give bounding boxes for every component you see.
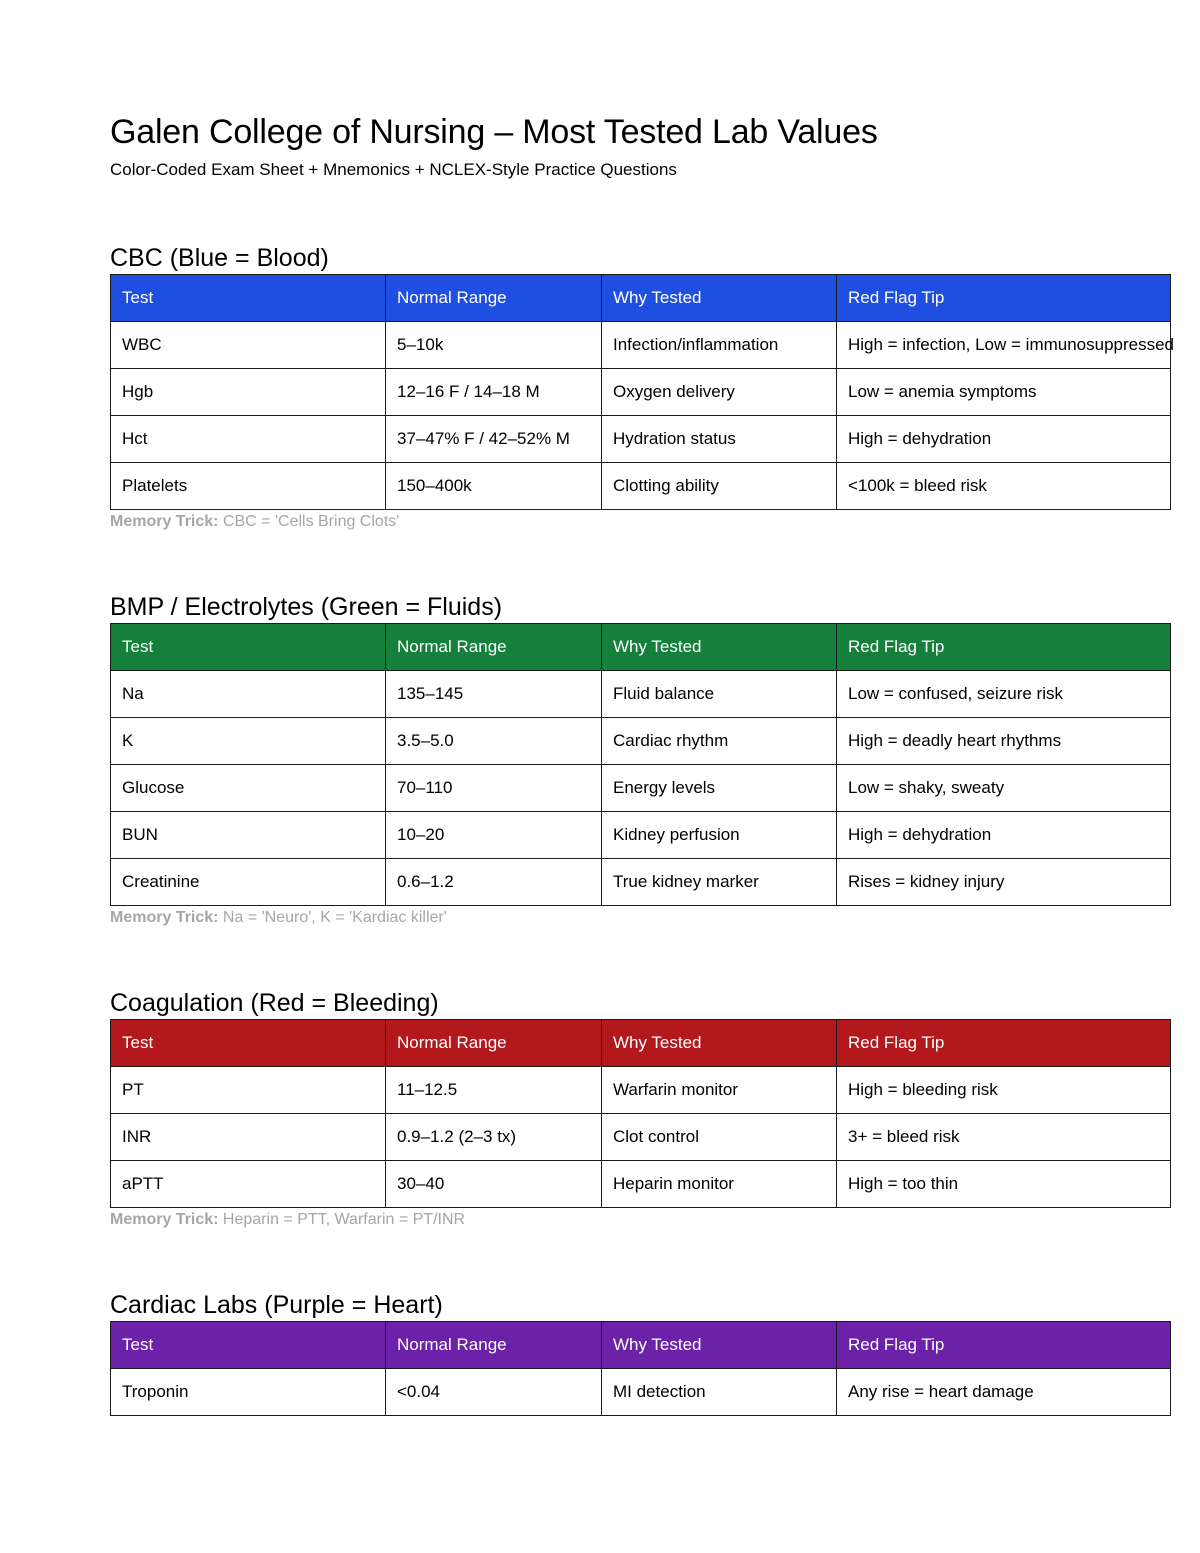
column-header-why-tested: Why Tested <box>602 1020 837 1067</box>
table-header-row <box>111 275 1171 322</box>
cell-red-flag-tip: High = infection, Low = immunosuppressed <box>837 322 1171 369</box>
page-title: Galen College of Nursing – Most Tested Lab Values <box>110 113 878 151</box>
table-row <box>111 1067 1171 1114</box>
cell-red-flag-tip: High = dehydration <box>837 812 1171 859</box>
cell-normal-range: 3.5–5.0 <box>386 718 602 765</box>
cell-why-tested: Hydration status <box>602 416 837 463</box>
cell-test: Glucose <box>111 765 386 812</box>
cell-test: PT <box>111 1067 386 1114</box>
memory-trick <box>110 1209 1170 1231</box>
column-header-normal-range: Normal Range <box>386 1322 602 1369</box>
table-row <box>111 463 1171 510</box>
cell-why-tested: Infection/inflammation <box>602 322 837 369</box>
cell-why-tested: Energy levels <box>602 765 837 812</box>
cell-normal-range: 150–400k <box>386 463 602 510</box>
memory-trick-label: Memory Trick: <box>110 1211 219 1228</box>
cell-why-tested: Clotting ability <box>602 463 837 510</box>
column-header-test: Test <box>111 1322 386 1369</box>
cell-normal-range: 30–40 <box>386 1161 602 1208</box>
cell-why-tested: True kidney marker <box>602 859 837 906</box>
section-heading: Cardiac Labs (Purple = Heart) <box>110 1291 443 1319</box>
cell-normal-range: 10–20 <box>386 812 602 859</box>
table-row <box>111 1161 1171 1208</box>
bmp-table <box>110 623 1171 906</box>
cardiac-table <box>110 1321 1171 1416</box>
table-row <box>111 718 1171 765</box>
memory-trick <box>110 907 1170 929</box>
column-header-normal-range: Normal Range <box>386 1020 602 1067</box>
cell-normal-range: 135–145 <box>386 671 602 718</box>
cell-red-flag-tip: High = too thin <box>837 1161 1171 1208</box>
column-header-normal-range: Normal Range <box>386 624 602 671</box>
cell-why-tested: Warfarin monitor <box>602 1067 837 1114</box>
cell-red-flag-tip: Low = confused, seizure risk <box>837 671 1171 718</box>
column-header-normal-range: Normal Range <box>386 275 602 322</box>
memory-trick <box>110 511 1170 533</box>
cell-normal-range: 37–47% F / 42–52% M <box>386 416 602 463</box>
cell-normal-range: 11–12.5 <box>386 1067 602 1114</box>
cell-why-tested: MI detection <box>602 1369 837 1416</box>
memory-trick-label: Memory Trick: <box>110 909 219 926</box>
cell-red-flag-tip: High = dehydration <box>837 416 1171 463</box>
memory-trick-text: Na = 'Neuro', K = 'Kardiac killer' <box>218 909 447 926</box>
column-header-test: Test <box>111 275 386 322</box>
table-row <box>111 671 1171 718</box>
cell-why-tested: Kidney perfusion <box>602 812 837 859</box>
table-header-row <box>111 1020 1171 1067</box>
cell-red-flag-tip: Low = shaky, sweaty <box>837 765 1171 812</box>
cell-test: Troponin <box>111 1369 386 1416</box>
cell-normal-range: 70–110 <box>386 765 602 812</box>
table-row <box>111 859 1171 906</box>
cell-red-flag-tip: <100k = bleed risk <box>837 463 1171 510</box>
section-heading: BMP / Electrolytes (Green = Fluids) <box>110 593 503 621</box>
column-header-red-flag-tip: Red Flag Tip <box>837 1020 1171 1067</box>
cell-test: Platelets <box>111 463 386 510</box>
cell-why-tested: Oxygen delivery <box>602 369 837 416</box>
column-header-why-tested: Why Tested <box>602 624 837 671</box>
cell-normal-range: 0.9–1.2 (2–3 tx) <box>386 1114 602 1161</box>
cell-why-tested: Heparin monitor <box>602 1161 837 1208</box>
column-header-why-tested: Why Tested <box>602 275 837 322</box>
coagulation-section <box>110 987 1170 1231</box>
memory-trick-label: Memory Trick: <box>110 513 219 530</box>
table-row <box>111 765 1171 812</box>
table-header-row <box>111 624 1171 671</box>
cardiac-section <box>110 1289 1170 1416</box>
page-subtitle: Color-Coded Exam Sheet + Mnemonics + NCLEX-Style Practice Questions <box>110 160 677 179</box>
column-header-red-flag-tip: Red Flag Tip <box>837 1322 1171 1369</box>
cell-test: K <box>111 718 386 765</box>
table-row <box>111 1369 1171 1416</box>
section-heading: CBC (Blue = Blood) <box>110 244 329 272</box>
table-row <box>111 416 1171 463</box>
column-header-why-tested: Why Tested <box>602 1322 837 1369</box>
coagulation-table <box>110 1019 1171 1208</box>
column-header-test: Test <box>111 1020 386 1067</box>
column-header-test: Test <box>111 624 386 671</box>
section-heading: Coagulation (Red = Bleeding) <box>110 989 439 1017</box>
table-row <box>111 1114 1171 1161</box>
cell-red-flag-tip: High = bleeding risk <box>837 1067 1171 1114</box>
memory-trick-text: Heparin = PTT, Warfarin = PT/INR <box>218 1211 466 1228</box>
cell-normal-range: 0.6–1.2 <box>386 859 602 906</box>
cell-test: Na <box>111 671 386 718</box>
cell-why-tested: Fluid balance <box>602 671 837 718</box>
cell-why-tested: Clot control <box>602 1114 837 1161</box>
column-header-red-flag-tip: Red Flag Tip <box>837 624 1171 671</box>
cell-normal-range: <0.04 <box>386 1369 602 1416</box>
cell-red-flag-tip: 3+ = bleed risk <box>837 1114 1171 1161</box>
cell-red-flag-tip: Low = anemia symptoms <box>837 369 1171 416</box>
cell-red-flag-tip: Rises = kidney injury <box>837 859 1171 906</box>
cell-test: aPTT <box>111 1161 386 1208</box>
cell-red-flag-tip: Any rise = heart damage <box>837 1369 1171 1416</box>
bmp-section <box>110 591 1170 929</box>
cell-test: WBC <box>111 322 386 369</box>
cell-normal-range: 5–10k <box>386 322 602 369</box>
column-header-red-flag-tip: Red Flag Tip <box>837 275 1171 322</box>
cell-test: INR <box>111 1114 386 1161</box>
table-row <box>111 812 1171 859</box>
table-row <box>111 369 1171 416</box>
cbc-table <box>110 274 1175 510</box>
cell-test: BUN <box>111 812 386 859</box>
table-row <box>111 322 1171 369</box>
table-header-row <box>111 1322 1171 1369</box>
cell-test: Creatinine <box>111 859 386 906</box>
cbc-section <box>110 242 1175 533</box>
cell-test: Hct <box>111 416 386 463</box>
cell-red-flag-tip: High = deadly heart rhythms <box>837 718 1171 765</box>
cell-normal-range: 12–16 F / 14–18 M <box>386 369 602 416</box>
cell-test: Hgb <box>111 369 386 416</box>
memory-trick-text: CBC = 'Cells Bring Clots' <box>218 513 400 530</box>
cell-why-tested: Cardiac rhythm <box>602 718 837 765</box>
